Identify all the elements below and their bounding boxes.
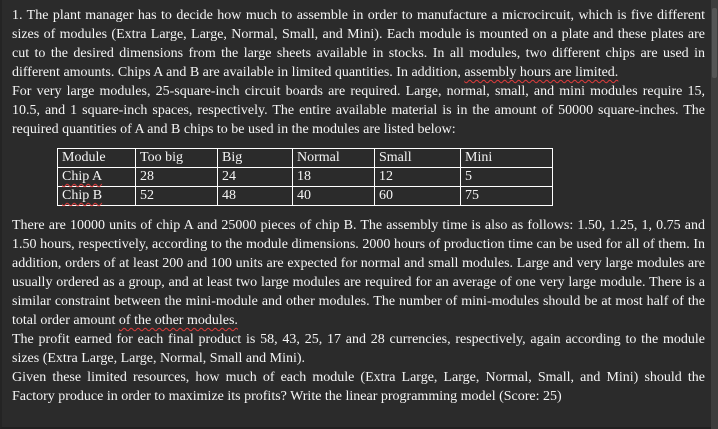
table-cell: 24 <box>218 168 293 187</box>
paragraph-question: Given these limited resources, how much of each module (Extra Large, Large, Normal, Small, and Mini) should the Factory produce in order to maximize its profits? Write the linear programming model (Score: 25) <box>12 370 705 404</box>
table-row-chip-b <box>58 187 553 206</box>
table-cell: Normal <box>293 149 375 168</box>
document-text-area <box>12 6 705 423</box>
spellcheck-flagged-text: Chip B <box>62 188 103 203</box>
scrollbar-thumb[interactable] <box>712 8 717 78</box>
chip-requirements-table <box>57 148 553 206</box>
paragraph-profit: The profit earned for each final product is 58, 43, 25, 17 and 28 currencies, respectively, again according to the module sizes (Extra Large, Large, Normal, Small and Mini). <box>12 332 705 366</box>
table-cell: 28 <box>136 168 218 187</box>
paragraph-problem-intro <box>12 6 705 82</box>
table-cell: 5 <box>461 168 553 187</box>
table-cell: Small <box>375 149 461 168</box>
spellcheck-flagged-text: Chip A <box>62 169 103 184</box>
paragraph-text: There are 10000 units of chip A and 25000 pieces of chip B. The assembly time is also as follows: 1.50, 1.25, 1, 0.75 and 1.50 hours, respectively, according to the module dimensions. 2000 hours of production time can be used for all of them. In addition, orders of at least 200 and 100 units are expected for normal and small modules. Large and very large modules are usually ordered as a group, and at least two large modules are required for an average of one very large module. There is a similar constraint between the mini-module and other modules. The number of mini-modules should be at most half of the total order amount <box>12 218 705 328</box>
table-cell: 40 <box>293 187 375 206</box>
table-cell: Too big <box>136 149 218 168</box>
table-cell: 52 <box>136 187 218 206</box>
table-cell: 48 <box>218 187 293 206</box>
table-cell: 75 <box>461 187 553 206</box>
vertical-scrollbar[interactable] <box>711 0 718 429</box>
paragraph-constraints <box>12 216 705 330</box>
table-cell: Mini <box>461 149 553 168</box>
spellcheck-flagged-text: assembly hours are limited. <box>464 65 619 80</box>
table-cell <box>58 168 136 187</box>
spellcheck-flagged-text: of the other modules. <box>118 313 238 328</box>
table-cell: Module <box>58 149 136 168</box>
paragraph-text: 1. The plant manager has to decide how much to assemble in order to manufacture a microcircuit, which is five different sizes of modules (Extra Large, Large, Normal, Small, and Mini). Each module is mounted on a plate and these plates are cut to the desired dimensions from the large sheets available in stocks. In all modules, two different chips are used in different amounts. Chips A and B are available in limited quantities. In addition, <box>12 8 705 80</box>
table-cell <box>58 187 136 206</box>
table-cell: 12 <box>375 168 461 187</box>
table-cell: Big <box>218 149 293 168</box>
table-cell: 60 <box>375 187 461 206</box>
table-row-chip-a <box>58 168 553 187</box>
paragraph-material-requirements: For very large modules, 25-square-inch circuit boards are required. Large, normal, small, and mini modules require 15, 10.5, and 1 square-inch spaces, respectively. The entire available material is in the amount of 50000 square-inches. The required quantities of A and B chips to be used in the modules are listed below: <box>12 84 705 137</box>
table-row-header <box>58 149 553 168</box>
table-cell: 18 <box>293 168 375 187</box>
